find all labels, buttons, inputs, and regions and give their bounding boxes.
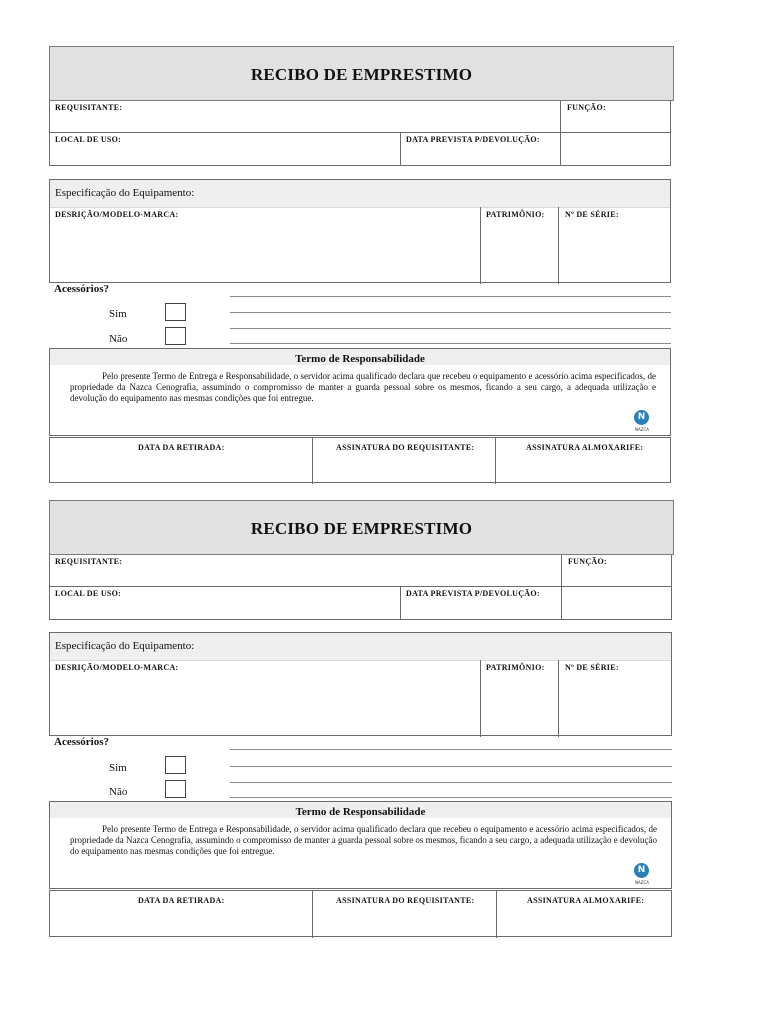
spec-header bbox=[50, 633, 671, 661]
logo-letter: N bbox=[637, 412, 646, 422]
accessory-line[interactable] bbox=[230, 766, 672, 767]
terms-section bbox=[49, 801, 672, 889]
signature-section bbox=[49, 890, 672, 937]
nao-label: Não bbox=[109, 786, 128, 798]
local-uso-label: LOCAL DE USO: bbox=[55, 135, 122, 144]
logo-text: NAZCA bbox=[635, 880, 649, 885]
patrimonio-field[interactable] bbox=[481, 661, 558, 737]
data-retirada-field[interactable] bbox=[50, 438, 312, 484]
sim-label: Sim bbox=[109, 308, 127, 320]
spec-header bbox=[50, 180, 670, 208]
accessory-line[interactable] bbox=[230, 296, 671, 297]
funcao-field[interactable] bbox=[561, 101, 670, 132]
descricao-field[interactable] bbox=[50, 661, 480, 737]
descricao-field[interactable] bbox=[50, 208, 480, 284]
descricao-label: DESRIÇÃO/MODELO-MARCA: bbox=[55, 210, 179, 219]
requester-section bbox=[49, 555, 672, 620]
equipment-spec-section bbox=[49, 632, 672, 736]
sim-checkbox[interactable] bbox=[165, 756, 186, 774]
sim-label: Sim bbox=[109, 762, 127, 774]
logo-letter: N bbox=[637, 865, 646, 875]
funcao-label: FUNÇÃO: bbox=[567, 103, 606, 112]
accessory-line[interactable] bbox=[230, 749, 672, 750]
data-prevista-label: DATA PREVISTA P/DEVOLUÇÃO: bbox=[406, 135, 540, 144]
logo-text: NAZCA bbox=[635, 427, 649, 432]
data-retirada-label: DATA DA RETIRADA: bbox=[138, 896, 225, 905]
data-prevista-field[interactable] bbox=[401, 587, 561, 620]
acessorios-label: Acessórios? bbox=[54, 736, 109, 748]
terms-title: Termo de Responsabilidade bbox=[295, 353, 425, 365]
equipment-spec-section bbox=[49, 179, 671, 283]
serie-label: Nº DE SÉRIE: bbox=[565, 663, 619, 672]
receipt-header bbox=[49, 500, 674, 555]
nazca-logo-icon bbox=[634, 410, 649, 425]
receipt-title: RECIBO DE EMPRESTIMO bbox=[250, 518, 473, 538]
assinatura-almoxarife-field[interactable] bbox=[496, 438, 670, 484]
assinatura-almoxarife-label: ASSINATURA ALMOXARIFE: bbox=[526, 443, 644, 452]
serie-label: Nº DE SÉRIE: bbox=[565, 210, 619, 219]
nazca-logo-icon bbox=[634, 863, 649, 878]
terms-title: Termo de Responsabilidade bbox=[295, 806, 426, 818]
receipt-header bbox=[49, 46, 674, 101]
funcao-field[interactable] bbox=[562, 555, 671, 586]
assinatura-almoxarife-label: ASSINATURA ALMOXARIFE: bbox=[527, 896, 645, 905]
assinatura-almoxarife-field[interactable] bbox=[497, 891, 671, 938]
patrimonio-label: PATRIMÔNIO: bbox=[486, 210, 545, 219]
receipt-title: RECIBO DE EMPRESTIMO bbox=[250, 64, 473, 84]
patrimonio-label: PATRIMÔNIO: bbox=[486, 663, 545, 672]
nao-checkbox[interactable] bbox=[165, 327, 186, 345]
signature-section bbox=[49, 437, 671, 483]
assinatura-requisitante-label: ASSINATURA DO REQUISITANTE: bbox=[336, 443, 475, 452]
serie-field[interactable] bbox=[559, 208, 670, 284]
sim-checkbox[interactable] bbox=[165, 303, 186, 321]
descricao-label: DESRIÇÃO/MODELO-MARCA: bbox=[55, 663, 179, 672]
assinatura-requisitante-label: ASSINATURA DO REQUISITANTE: bbox=[336, 896, 475, 905]
accessory-line[interactable] bbox=[230, 797, 672, 798]
acessorios-label: Acessórios? bbox=[54, 283, 109, 295]
accessory-line[interactable] bbox=[230, 782, 672, 783]
funcao-label: FUNÇÃO: bbox=[568, 557, 607, 566]
data-prevista-label: DATA PREVISTA P/DEVOLUÇÃO: bbox=[406, 589, 540, 598]
data-retirada-label: DATA DA RETIRADA: bbox=[138, 443, 225, 452]
patrimonio-field[interactable] bbox=[481, 208, 558, 284]
terms-text: Pelo presente Termo de Entrega e Responsabilidade, o servidor acima qualificado declara que recebeu o equipamento e acessório acima especificados, de propriedade da Nazca Cenografia, assumindo o compromisso de manter a guarda pessoal sobre os mesmos, ficando a seu cargo, a adequada utilização e devolução do equipamento nas mesmas condições que foi entregue. bbox=[70, 371, 656, 403]
requester-section bbox=[49, 101, 671, 166]
data-retirada-field[interactable] bbox=[50, 891, 312, 938]
requisitante-label: REQUISITANTE: bbox=[55, 557, 123, 566]
assinatura-requisitante-field[interactable] bbox=[313, 891, 496, 938]
requisitante-field[interactable] bbox=[50, 555, 561, 586]
requisitante-field[interactable] bbox=[50, 101, 560, 132]
accessory-line[interactable] bbox=[230, 328, 671, 329]
assinatura-requisitante-field[interactable] bbox=[313, 438, 495, 484]
local-uso-label: LOCAL DE USO: bbox=[55, 589, 122, 598]
serie-field[interactable] bbox=[559, 661, 671, 737]
local-uso-field[interactable] bbox=[50, 587, 400, 620]
terms-text: Pelo presente Termo de Entrega e Responsabilidade, o servidor acima qualificado declara que recebeu o equipamento e acessório acima especificados, de propriedade da Nazca Cenografia, assumindo o compromisso de manter a guarda pessoal sobre os mesmos, ficando a seu cargo, a adequada utilização e devolução do equipamento nas mesmas condições que foi entregue. bbox=[70, 824, 657, 856]
spec-title: Especificação do Equipamento: bbox=[55, 187, 195, 199]
terms-header bbox=[50, 349, 670, 365]
accessory-line[interactable] bbox=[230, 312, 671, 313]
spec-title: Especificação do Equipamento: bbox=[55, 640, 195, 652]
terms-header bbox=[50, 802, 671, 818]
data-prevista-field[interactable] bbox=[401, 133, 560, 166]
requisitante-label: REQUISITANTE: bbox=[55, 103, 123, 112]
nao-checkbox[interactable] bbox=[165, 780, 186, 798]
terms-section bbox=[49, 348, 671, 436]
nao-label: Não bbox=[109, 333, 128, 345]
local-uso-field[interactable] bbox=[50, 133, 400, 166]
accessory-line[interactable] bbox=[230, 343, 671, 344]
